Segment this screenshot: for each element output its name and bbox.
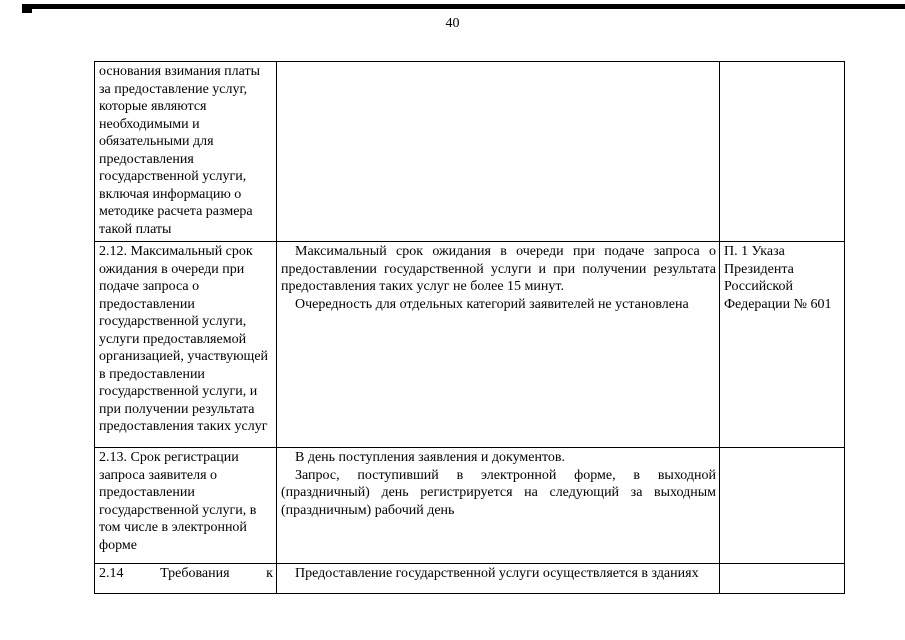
top-border-rule	[28, 4, 905, 9]
content-paragraph: Запрос, поступивший в электронной форме, в выходной (праздничный) день регистрируется на следующий за выходным (праздничным) рабочий день	[281, 467, 716, 518]
requirement-cell	[95, 242, 277, 448]
content-cell	[277, 564, 720, 594]
requirement-title: 2.14 Требования к	[99, 566, 273, 581]
content-cell	[277, 242, 720, 448]
legal-basis-text: П. 1 Указа Президента Российской Федерации № 601	[724, 244, 832, 312]
requirement-title: основания взимания платы за предоставление услуг, которые являются необходимыми и обязательными для предоставления государственной услуги, включая информацию о методике расчета размера такой платы	[99, 64, 261, 237]
table-row	[95, 448, 845, 564]
requirement-cell	[95, 564, 277, 594]
content-paragraph: Предоставление государственной услуги осуществляется в зданиях	[295, 566, 699, 581]
legal-basis-cell	[720, 564, 845, 594]
table-row	[95, 62, 845, 242]
content-cell	[277, 62, 720, 242]
regulation-table	[94, 61, 845, 594]
legal-basis-cell	[720, 62, 845, 242]
content-cell	[277, 448, 720, 564]
requirement-cell	[95, 448, 277, 564]
content-paragraph: В день поступления заявления и документов.	[295, 450, 566, 465]
table-row	[95, 564, 845, 594]
page-number: 40	[445, 16, 460, 31]
requirement-title: 2.12. Максимальный срок ожидания в очереди при подаче запроса о предоставлении государственной услуги, услуги предоставляемой организацией, участвующей в предоставлении государственной услуги, и при получении результата предоставления таких услуг	[99, 244, 269, 434]
requirement-title: 2.13. Срок регистрации запроса заявителя о предоставлении государственной услуги, в том числе в электронной форме	[99, 450, 257, 553]
legal-basis-cell	[720, 448, 845, 564]
table-row	[95, 242, 845, 448]
top-border-corner	[22, 4, 32, 13]
content-paragraph: Очередность для отдельных категорий заявителей не установлена	[295, 296, 689, 312]
content-paragraph: Максимальный срок ожидания в очереди при подаче запроса о предоставлении государственной услуги и при получении результата предоставления таких услуг не более 15 минут.	[281, 244, 716, 294]
legal-basis-cell	[720, 242, 845, 448]
requirement-cell	[95, 62, 277, 242]
